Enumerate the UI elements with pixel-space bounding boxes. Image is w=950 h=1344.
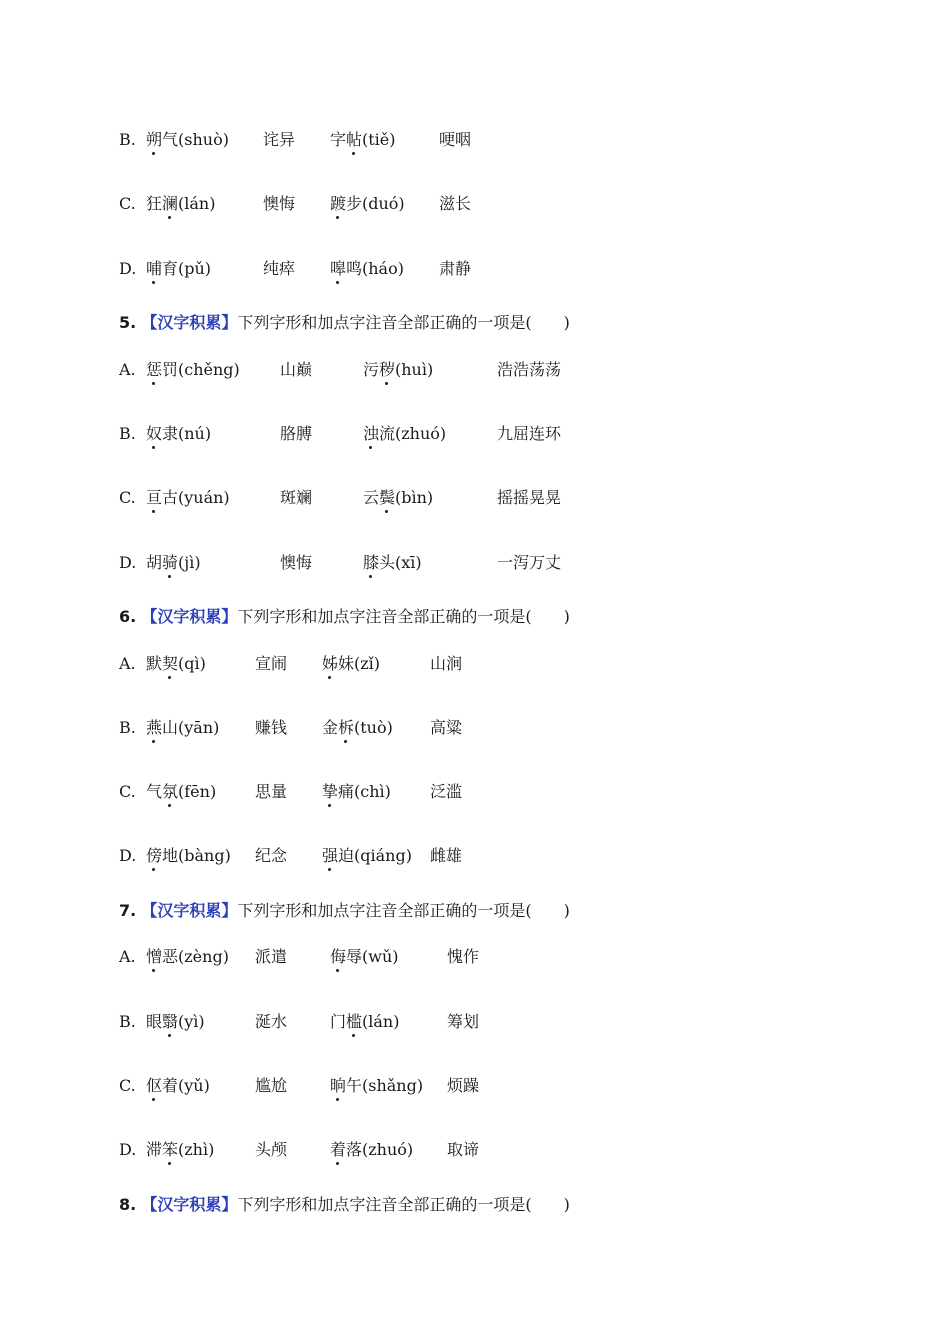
word-2: 纯瘁 bbox=[263, 259, 296, 278]
emphasis-dot bbox=[328, 868, 331, 871]
word-2: 赚钱 bbox=[255, 718, 288, 737]
word-3: 云鬓(bìn) bbox=[363, 486, 433, 510]
question-tag: 【汉字积累】 bbox=[141, 901, 238, 920]
word-3: 字帖(tiě) bbox=[330, 128, 396, 152]
emphasis-dot bbox=[385, 382, 388, 385]
word-1: 伛着(yǔ) bbox=[146, 1074, 210, 1098]
option-label: C. bbox=[119, 1076, 136, 1095]
word-1: 狂澜(lán) bbox=[146, 192, 215, 216]
word-3: 强迫(qiáng) bbox=[322, 844, 412, 868]
word-3: 嗥鸣(háo) bbox=[330, 257, 404, 281]
question-number: 5. bbox=[119, 313, 137, 332]
word-1: 哺育(pǔ) bbox=[146, 257, 211, 281]
word-3: 金柝(tuò) bbox=[322, 716, 393, 740]
emphasis-dot bbox=[152, 740, 155, 743]
word-3: 门槛(lán) bbox=[330, 1010, 399, 1034]
word-2: 思量 bbox=[255, 782, 288, 801]
word-1: 傍地(bàng) bbox=[146, 844, 231, 868]
word-4: 泛滥 bbox=[430, 782, 463, 801]
emphasis-dot bbox=[152, 969, 155, 972]
emphasis-dot bbox=[168, 1034, 171, 1037]
word-1: 亘古(yuán) bbox=[146, 486, 230, 510]
emphasis-dot bbox=[168, 216, 171, 219]
word-1: 憎恶(zèng) bbox=[146, 945, 229, 969]
question-number: 8. bbox=[119, 1195, 137, 1214]
question-tag: 【汉字积累】 bbox=[141, 1195, 238, 1214]
emphasis-dot bbox=[168, 1162, 171, 1165]
emphasis-dot bbox=[152, 281, 155, 284]
emphasis-dot bbox=[168, 575, 171, 578]
word-1: 燕山(yān) bbox=[146, 716, 219, 740]
emphasis-dot bbox=[152, 446, 155, 449]
word-1: 惩罚(chěng) bbox=[146, 358, 240, 382]
word-1: 眼翳(yì) bbox=[146, 1010, 205, 1034]
emphasis-dot bbox=[336, 1162, 339, 1165]
emphasis-dot bbox=[152, 868, 155, 871]
emphasis-dot bbox=[328, 804, 331, 807]
word-4: 山涧 bbox=[430, 654, 463, 673]
question-6-stem bbox=[119, 605, 570, 629]
word-2: 斑斓 bbox=[280, 488, 313, 507]
word-3: 挚痛(chì) bbox=[322, 780, 391, 804]
word-1: 奴隶(nú) bbox=[146, 422, 211, 446]
word-3: 着落(zhuó) bbox=[330, 1138, 413, 1162]
option-label: D. bbox=[119, 846, 137, 865]
emphasis-dot bbox=[152, 510, 155, 513]
question-text: 下列字形和加点字注音全部正确的一项是( ) bbox=[237, 1195, 570, 1214]
word-3: 膝头(xī) bbox=[363, 551, 422, 575]
emphasis-dot bbox=[152, 1098, 155, 1101]
question-text: 下列字形和加点字注音全部正确的一项是( ) bbox=[237, 901, 570, 920]
question-text: 下列字形和加点字注音全部正确的一项是( ) bbox=[237, 313, 570, 332]
option-label: B. bbox=[119, 130, 136, 149]
question-text: 下列字形和加点字注音全部正确的一项是( ) bbox=[237, 607, 570, 626]
word-3: 浊流(zhuó) bbox=[363, 422, 446, 446]
word-2: 纪念 bbox=[255, 846, 288, 865]
option-label: C. bbox=[119, 488, 136, 507]
option-label: D. bbox=[119, 1140, 137, 1159]
word-4: 九屈连环 bbox=[497, 424, 562, 443]
question-tag: 【汉字积累】 bbox=[141, 313, 238, 332]
option-label: C. bbox=[119, 194, 136, 213]
word-4: 哽咽 bbox=[439, 130, 472, 149]
word-4: 取谛 bbox=[447, 1140, 480, 1159]
word-4: 肃静 bbox=[439, 259, 472, 278]
question-8-stem bbox=[119, 1193, 570, 1217]
emphasis-dot bbox=[344, 740, 347, 743]
emphasis-dot bbox=[336, 969, 339, 972]
word-2: 涎水 bbox=[255, 1012, 288, 1031]
word-1: 气氛(fēn) bbox=[146, 780, 216, 804]
emphasis-dot bbox=[168, 676, 171, 679]
word-2: 尴尬 bbox=[255, 1076, 288, 1095]
word-2: 山巅 bbox=[280, 360, 313, 379]
option-label: B. bbox=[119, 1012, 136, 1031]
option-label: C. bbox=[119, 782, 136, 801]
emphasis-dot bbox=[168, 804, 171, 807]
emphasis-dot bbox=[385, 510, 388, 513]
question-number: 7. bbox=[119, 901, 137, 920]
option-label: A. bbox=[119, 947, 136, 966]
word-4: 浩浩荡荡 bbox=[497, 360, 562, 379]
emphasis-dot bbox=[328, 676, 331, 679]
word-3: 晌午(shǎng) bbox=[330, 1074, 423, 1098]
word-1: 朔气(shuò) bbox=[146, 128, 229, 152]
option-label: A. bbox=[119, 654, 136, 673]
word-4: 摇摇晃晃 bbox=[497, 488, 562, 507]
word-4: 愧作 bbox=[447, 947, 480, 966]
emphasis-dot bbox=[336, 216, 339, 219]
word-4: 烦躁 bbox=[447, 1076, 480, 1095]
word-2: 懊悔 bbox=[280, 553, 313, 572]
emphasis-dot bbox=[369, 575, 372, 578]
word-2: 派遣 bbox=[255, 947, 288, 966]
emphasis-dot bbox=[336, 1098, 339, 1101]
word-2: 头颅 bbox=[255, 1140, 288, 1159]
word-3: 污秽(huì) bbox=[363, 358, 433, 382]
word-1: 默契(qì) bbox=[146, 652, 206, 676]
emphasis-dot bbox=[352, 1034, 355, 1037]
option-label: D. bbox=[119, 553, 137, 572]
word-1: 胡骑(jì) bbox=[146, 551, 201, 575]
question-7-stem bbox=[119, 899, 570, 923]
word-4: 一泻万丈 bbox=[497, 553, 562, 572]
word-2: 胳膊 bbox=[280, 424, 313, 443]
question-5-stem bbox=[119, 311, 570, 335]
word-2: 宣闹 bbox=[255, 654, 288, 673]
emphasis-dot bbox=[152, 152, 155, 155]
emphasis-dot bbox=[369, 446, 372, 449]
word-3: 侮辱(wǔ) bbox=[330, 945, 399, 969]
option-label: B. bbox=[119, 424, 136, 443]
option-label: B. bbox=[119, 718, 136, 737]
option-label: A. bbox=[119, 360, 136, 379]
question-number: 6. bbox=[119, 607, 137, 626]
word-3: 姊妹(zǐ) bbox=[322, 652, 380, 676]
word-4: 雌雄 bbox=[430, 846, 463, 865]
word-2: 诧异 bbox=[263, 130, 296, 149]
word-1: 滞笨(zhì) bbox=[146, 1138, 214, 1162]
word-2: 懊悔 bbox=[263, 194, 296, 213]
emphasis-dot bbox=[352, 152, 355, 155]
word-4: 高粱 bbox=[430, 718, 463, 737]
word-3: 踱步(duó) bbox=[330, 192, 405, 216]
word-4: 筹划 bbox=[447, 1012, 480, 1031]
emphasis-dot bbox=[152, 382, 155, 385]
emphasis-dot bbox=[336, 281, 339, 284]
word-4: 滋长 bbox=[439, 194, 472, 213]
question-tag: 【汉字积累】 bbox=[141, 607, 238, 626]
option-label: D. bbox=[119, 259, 137, 278]
